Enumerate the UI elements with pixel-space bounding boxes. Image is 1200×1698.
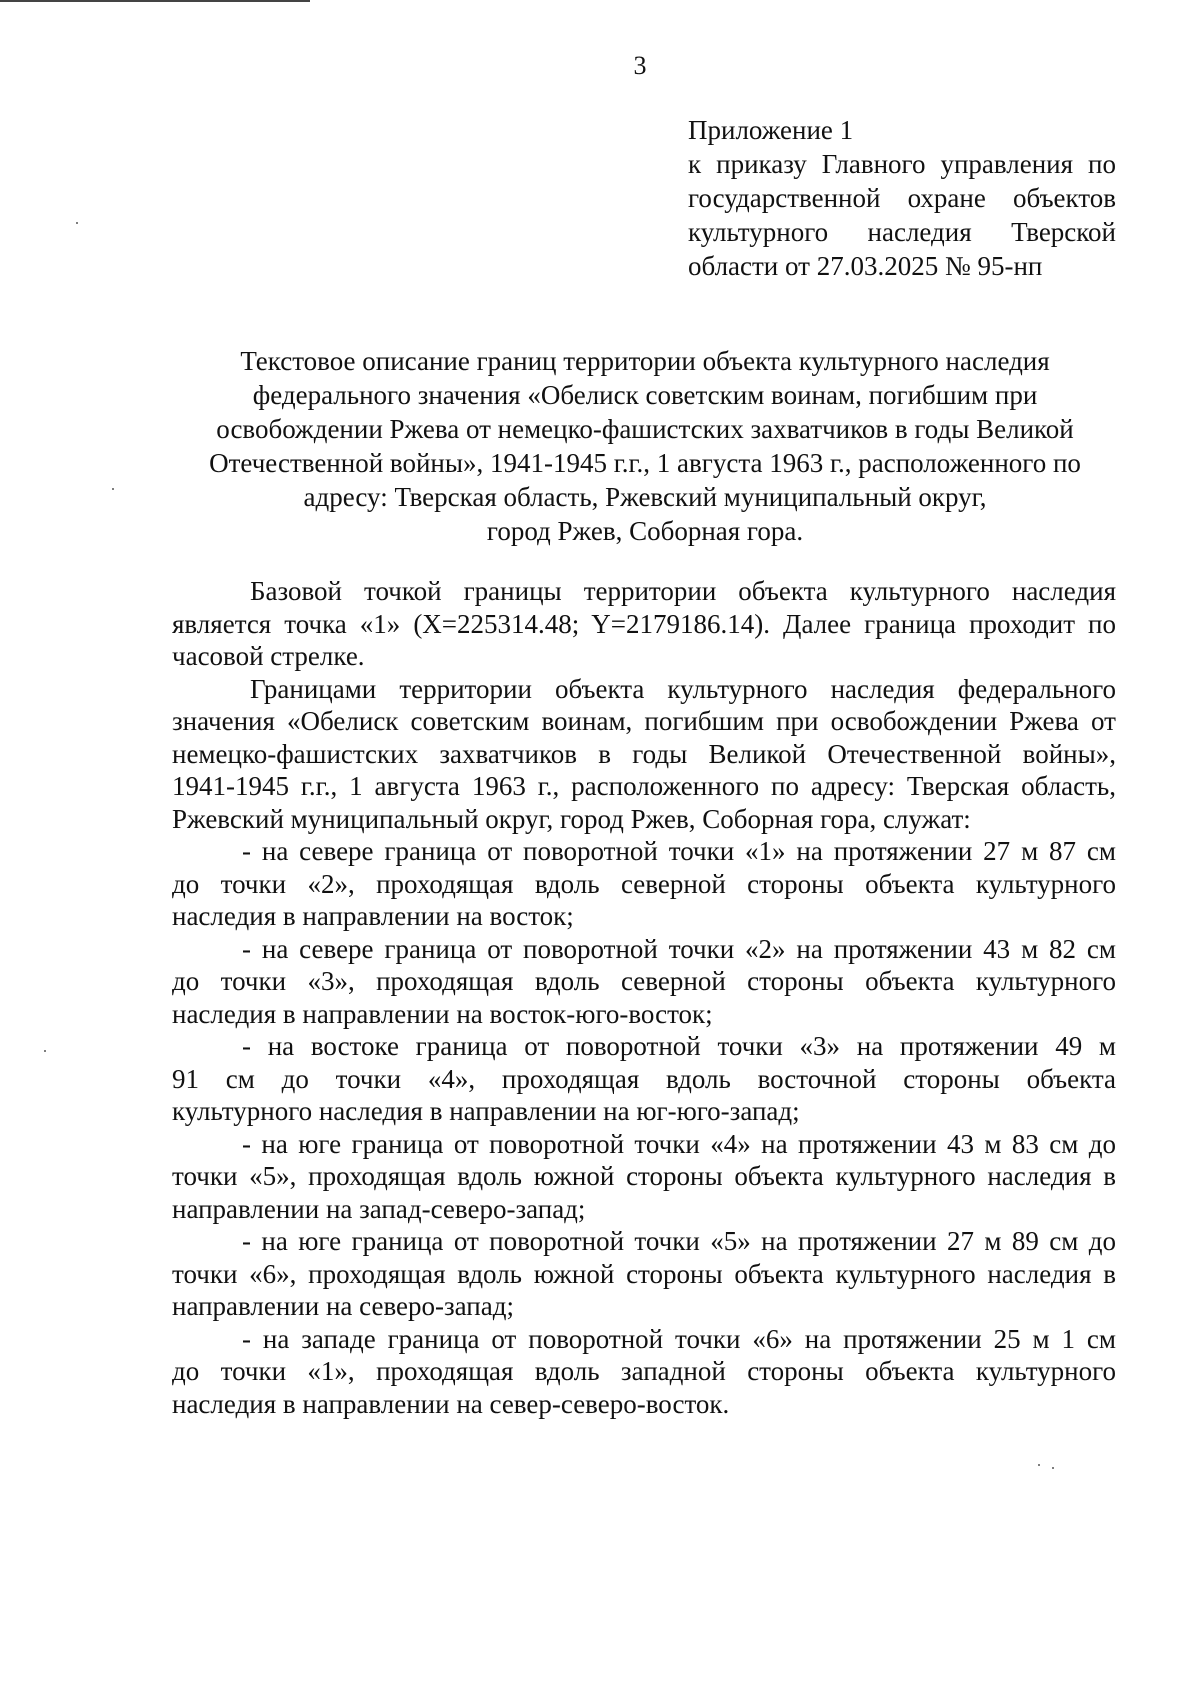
- paragraph-line: наследия в направлении на север-северо-восток.: [172, 1388, 730, 1419]
- appendix-line: культурного наследия Тверской: [688, 217, 1116, 247]
- paragraph-line: - на западе граница от поворотной точки «6» на протяжении 25 м 1 см: [242, 1323, 1116, 1354]
- title-line: город Ржев, Соборная гора.: [486, 516, 804, 546]
- paragraph-line: наследия в направлении на восток;: [172, 901, 574, 931]
- scan-speck: [112, 488, 114, 490]
- paragraph-line: значения «Обелиск советским воинам, погибшим при освобождении Ржева от: [172, 706, 1116, 736]
- paragraph-line: направлении на северо-запад;: [172, 1291, 514, 1321]
- appendix-line: государственной охране объектов: [688, 183, 1116, 213]
- title-line: федерального значения «Обелиск советским воинам, погибшим при: [252, 380, 1038, 410]
- boundary-item: [172, 1323, 1116, 1421]
- appendix-line: Приложение 1: [688, 115, 854, 145]
- paragraph-line: часовой стрелке.: [172, 641, 365, 671]
- appendix-header: [688, 113, 1116, 283]
- title-line: Отечественной войны», 1941-1945 г.г., 1 августа 1963 г., расположенного по: [209, 448, 1081, 478]
- title-line: освобождении Ржева от немецко-фашистских захватчиков в годы Великой: [216, 414, 1074, 444]
- paragraph-line: - на юге граница от поворотной точки «4» на протяжении 43 м 83 см до: [242, 1128, 1116, 1159]
- boundary-item: [172, 1030, 1116, 1128]
- paragraph-line: до точки «3», проходящая вдоль северной стороны объекта культурного: [172, 966, 1116, 996]
- boundary-item: [172, 933, 1116, 1031]
- scan-speck: [1052, 1467, 1054, 1469]
- paragraph-boundaries-intro: [172, 673, 1116, 836]
- page-number: 3: [633, 51, 647, 80]
- paragraph-line: - на севере граница от поворотной точки «2» на протяжении 43 м 82 см: [242, 933, 1116, 964]
- paragraph-line: до точки «2», проходящая вдоль северной стороны объекта культурного: [172, 868, 1116, 899]
- boundary-item: [172, 1225, 1116, 1323]
- scan-edge-line: [0, 0, 310, 2]
- paragraph-line: точки «6», проходящая вдоль южной стороны объекта культурного наследия в: [172, 1258, 1116, 1289]
- paragraph-line: 1941-1945 г.г., 1 августа 1963 г., расположенного по адресу: Тверская область,: [172, 771, 1116, 801]
- paragraph-base-point: [172, 575, 1116, 673]
- paragraph-line: Ржевский муниципальный округ, город Ржев, Соборная гора, служат:: [172, 803, 971, 834]
- title-line: адресу: Тверская область, Ржевский муниципальный округ,: [303, 482, 987, 512]
- scan-speck: [1038, 1464, 1040, 1466]
- paragraph-line: - на востоке граница от поворотной точки «3» на протяжении 49 м: [242, 1031, 1116, 1061]
- scan-speck: [76, 222, 78, 224]
- boundary-item: [172, 835, 1116, 933]
- paragraph-line: - на юге граница от поворотной точки «5» на протяжении 27 м 89 см до: [242, 1226, 1116, 1256]
- scan-speck: [44, 1050, 46, 1052]
- paragraph-line: является точка «1» (X=225314.48; Y=2179186.14). Далее граница проходит по: [172, 608, 1116, 639]
- appendix-line: к приказу Главного управления по: [688, 149, 1116, 179]
- title-line: Текстовое описание границ территории объекта культурного наследия: [240, 346, 1050, 376]
- document-title: [170, 344, 1120, 548]
- paragraph-line: - на севере граница от поворотной точки «1» на протяжении 27 м 87 см: [242, 836, 1116, 866]
- document-body: [172, 575, 1116, 1420]
- paragraph-line: до точки «1», проходящая вдоль западной стороны объекта культурного: [172, 1356, 1116, 1386]
- paragraph-line: Границами территории объекта культурного наследия федерального: [250, 673, 1116, 704]
- paragraph-line: наследия в направлении на восток-юго-восток;: [172, 998, 713, 1029]
- paragraph-line: культурного наследия в направлении на юг-юго-запад;: [172, 1096, 800, 1126]
- boundary-item: [172, 1128, 1116, 1226]
- paragraph-line: немецко-фашистских захватчиков в годы Великой Отечественной войны»,: [172, 738, 1116, 769]
- paragraph-line: направлении на запад-северо-запад;: [172, 1193, 586, 1224]
- paragraph-line: Базовой точкой границы территории объекта культурного наследия: [250, 576, 1116, 606]
- appendix-line: области от 27.03.2025 № 95-нп: [688, 251, 1043, 281]
- paragraph-line: точки «5», проходящая вдоль южной стороны объекта культурного наследия в: [172, 1161, 1116, 1191]
- paragraph-line: 91 см до точки «4», проходящая вдоль восточной стороны объекта: [172, 1063, 1116, 1094]
